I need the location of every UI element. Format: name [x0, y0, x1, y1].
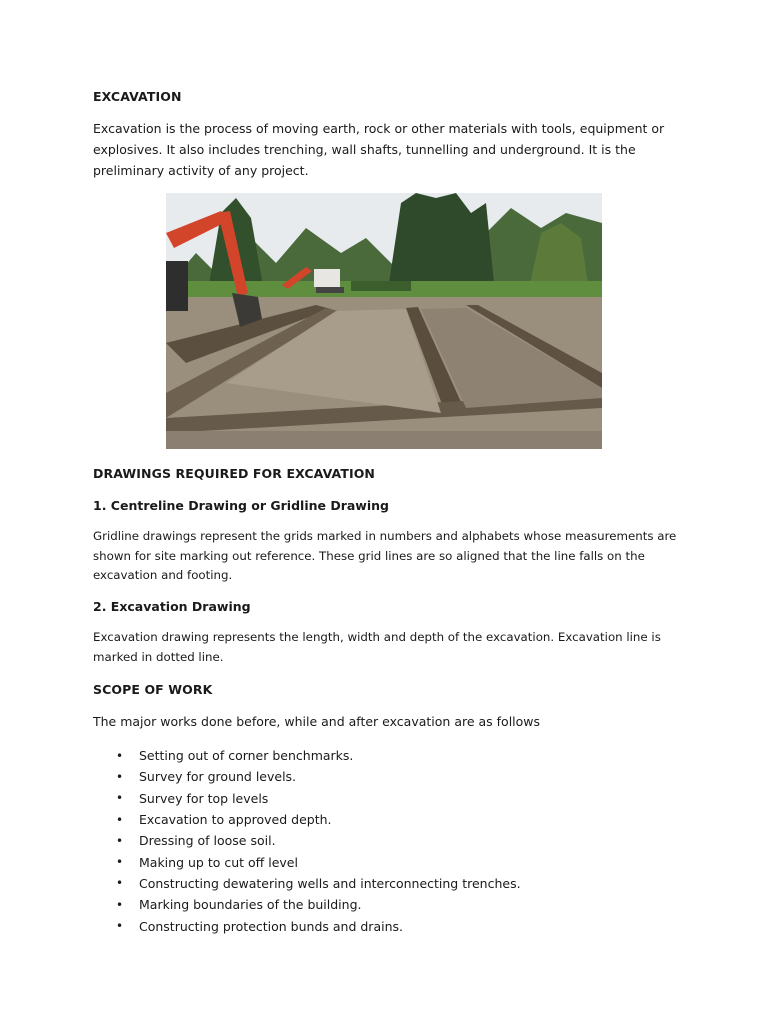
bullet-icon: • — [116, 919, 124, 934]
list-item-text: Setting out of corner benchmarks. — [139, 748, 354, 764]
drawings-heading: DRAWINGS REQUIRED FOR EXCAVATION — [93, 466, 375, 481]
drawing1-text: Gridline drawings represent the grids marked in numbers and alphabets whose measurements are shown for site marking out reference. These grid lines are so aligned that the line falls on the excavation and footing. — [93, 529, 677, 582]
scope-heading: SCOPE OF WORK — [93, 682, 213, 697]
bullet-icon: • — [116, 876, 124, 891]
list-item-text: Making up to cut off level — [139, 854, 298, 870]
drawing2-title: 2. Excavation Drawing — [93, 599, 251, 614]
list-item — [116, 851, 521, 872]
list-item-text: Constructing dewatering wells and interconnecting trenches. — [139, 875, 521, 891]
page-title: EXCAVATION — [93, 89, 182, 104]
list-item-text: Marking boundaries of the building. — [139, 897, 362, 913]
list-item — [116, 894, 521, 915]
drawing1-title: 1. Centreline Drawing or Gridline Drawing — [93, 498, 389, 513]
list-item — [116, 809, 521, 830]
bullet-icon: • — [116, 748, 124, 763]
list-item-text: Survey for ground levels. — [139, 769, 297, 785]
bullet-icon: • — [116, 855, 124, 870]
bullet-icon: • — [116, 812, 124, 827]
intro-paragraph: Excavation is the process of moving earth, rock or other materials with tools, equipment or explosives. It also includes trenching, wall shafts, tunnelling and underground. It is the preliminary activity of any project. — [93, 121, 665, 178]
list-item-text: Constructing protection bunds and drains. — [139, 918, 403, 934]
bullet-icon: • — [116, 769, 124, 784]
list-item — [116, 873, 521, 894]
bullet-icon: • — [116, 897, 124, 912]
bullet-icon: • — [116, 833, 124, 848]
list-item — [116, 915, 521, 936]
list-item-text: Survey for top levels — [139, 790, 269, 806]
scope-intro: The major works done before, while and after excavation are as follows — [93, 714, 541, 729]
list-item — [116, 766, 521, 787]
bullet-icon: • — [116, 791, 124, 806]
drawing2-text: Excavation drawing represents the length, width and depth of the excavation. Excavation line is marked in dotted line. — [93, 630, 661, 664]
list-item-text: Dressing of loose soil. — [139, 833, 276, 849]
list-item — [116, 745, 521, 766]
list-item — [116, 830, 521, 851]
excavation-site-photo — [166, 193, 602, 449]
list-item-text: Excavation to approved depth. — [139, 812, 332, 828]
list-item — [116, 788, 521, 809]
scope-list — [116, 745, 521, 937]
